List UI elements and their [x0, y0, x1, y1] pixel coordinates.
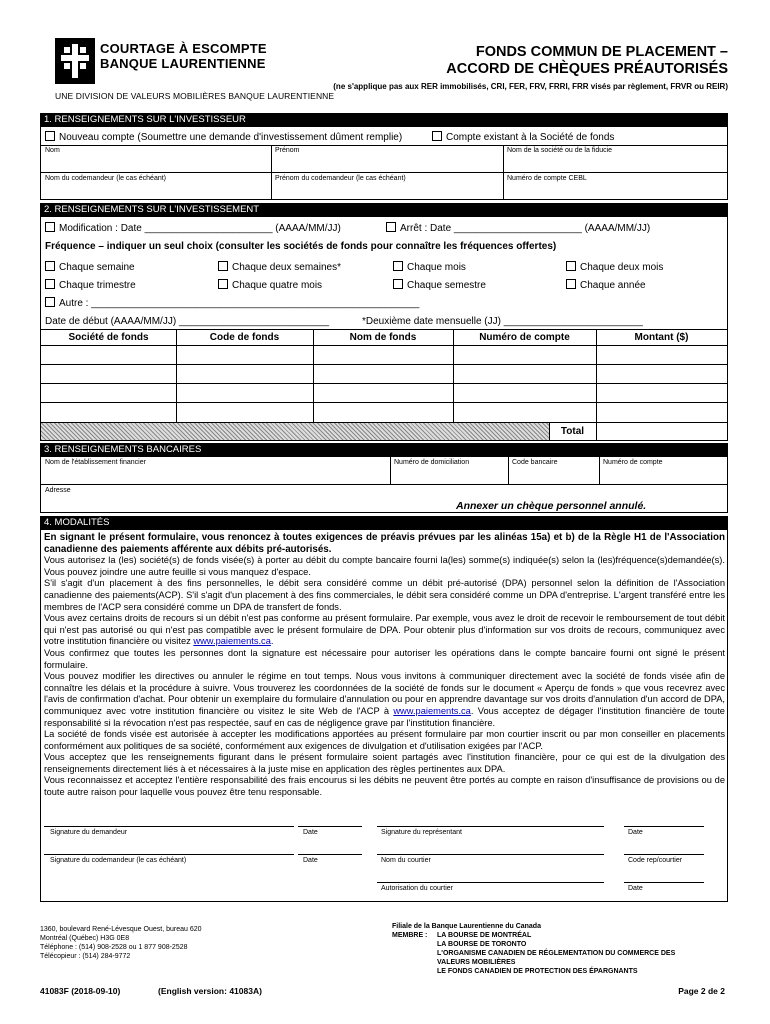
- footer-address: 1360, boulevard René-Lévesque Ouest, bureau 620 Montréal (Québec) H3G 0E8 Téléphone : (514) 908-2528 ou 1 877 908-2528 Télécopieur : (514) 284-9772: [40, 926, 202, 960]
- field-codemandeur[interactable]: Nom du codemandeur (le cas échéant): [45, 175, 167, 182]
- sig-codemandeur[interactable]: Signature du codemandeur (le cas échéant): [50, 857, 187, 864]
- sig-autorisation-courtier[interactable]: Autorisation du courtier: [381, 885, 453, 892]
- sig-date-2[interactable]: Date: [628, 829, 643, 836]
- section-2-header: 2. RENSEIGNEMENTS SUR L'INVESTISSEMENT: [40, 203, 728, 216]
- field-domiciliation[interactable]: Numéro de domiciliation: [394, 459, 470, 466]
- terms-p6: La société de fonds visée est autorisée à accepter les modifications apportées au présent formulaire par mon courtier inscrit ou par mon conseiller en placements conformément aux politiques de sa société, conformément aux exigences de divulgation et d'utilisation exigées par l'ACP.: [44, 729, 725, 751]
- logo-text: COURTAGE À ESCOMPTE BANQUE LAURENTIENNE: [100, 41, 267, 71]
- freq-monthly-checkbox[interactable]: [393, 261, 403, 271]
- freq-semester[interactable]: Chaque semestre: [393, 279, 486, 291]
- col-code: Code de fonds: [209, 332, 280, 343]
- paiements-link-2[interactable]: www.paiements.ca: [393, 705, 471, 716]
- freq-biweekly-checkbox[interactable]: [218, 261, 228, 271]
- modification-option[interactable]: Modification : Date _______________________ (AAAA/MM/JJ): [45, 222, 341, 234]
- total-label: Total: [560, 426, 585, 437]
- existing-account-checkbox[interactable]: [432, 131, 442, 141]
- freq-yearly[interactable]: Chaque année: [566, 279, 646, 291]
- terms-text: [44, 532, 725, 799]
- field-prenom[interactable]: Prénom: [275, 147, 300, 154]
- freq-other[interactable]: Autre : ___________________________________________________________: [45, 297, 419, 309]
- freq-weekly[interactable]: Chaque semaine: [45, 261, 135, 273]
- sig-date-3[interactable]: Date: [303, 857, 318, 864]
- field-code-rep[interactable]: Code rep/courtier: [628, 857, 683, 864]
- english-version: (English version: 41083A): [158, 986, 262, 996]
- paiements-link-1[interactable]: www.paiements.ca: [193, 636, 271, 647]
- col-numero: Numéro de compte: [479, 332, 570, 343]
- section-4-header: 4. MODALITÉS: [40, 516, 728, 529]
- field-code-bancaire[interactable]: Code bancaire: [512, 459, 558, 466]
- freq-bimonthly-checkbox[interactable]: [566, 261, 576, 271]
- footer-membre: MEMBRE :: [392, 932, 428, 939]
- freq-weekly-checkbox[interactable]: [45, 261, 55, 271]
- freq-other-checkbox[interactable]: [45, 297, 55, 307]
- title-note: (ne s'applique pas aux RER immobilisés, CRI, FER, FRV, FRRI, FRR visés par règlement, FRVR ou REIR): [333, 82, 728, 91]
- new-account-option[interactable]: Nouveau compte (Soumettre une demande d'investissement dûment remplie): [45, 131, 402, 143]
- footer-members: LA BOURSE DE MONTRÉAL LA BOURSE DE TORONTO L'ORGANISME CANADIEN DE RÉGLEMENTATION DU COMMERCE DES VALEURS MOBILIÈRES LE FONDS CANADIEN DE PROTECTION DES ÉPARGNANTS: [437, 932, 676, 975]
- field-nom-courtier[interactable]: Nom du courtier: [381, 857, 431, 864]
- field-societe[interactable]: Nom de la société ou de la fiducie: [507, 147, 613, 154]
- terms-p2: S'il s'agit d'un placement à des fins personnelles, le débit sera considéré comme un débit pré-autorisé (DPA) personnel selon la définition de l'Association canadienne des paiements(ACP). S'il s'agit d'un placement à des fins commerciales, le débit sera considéré comme un DPA d'entreprise. L'argent transféré entre les membres de l'ACP sera considéré comme un DPA de transfert de fonds.: [44, 578, 725, 612]
- form-code: 41083F (2018-09-10): [40, 986, 121, 996]
- start-date-field[interactable]: Date de début (AAAA/MM/JJ) ___________________________: [45, 316, 330, 327]
- freq-biweekly[interactable]: Chaque deux semaines*: [218, 261, 341, 273]
- terms-p5: Vous pouvez modifier les directives ou annuler le régime en tout temps. Nous vous invitons à communiquer directement avec la société de fonds visée afin de connaître les délais et la procédure à suivre. Vous trouverez les coordonnées de la société de fonds sur le document « Aperçu de fonds » que vous recevrez avec l'avis de confirmation d'achat. Pour obtenir un exemplaire du formulaire d'annulation ou pour en apprendre davantage sur vos droits d'annulation d'un accord de DPA, communiquez avec votre institution financière ou visitez le site Web de l'ACP à www.paiements.ca. Vous acceptez de dégager l'institution financière de toute responsabilité si la révocation n'est pas respectée, sauf en cas de négligence grave par l'institution financière.: [44, 671, 725, 728]
- new-account-checkbox[interactable]: [45, 131, 55, 141]
- freq-four-months-checkbox[interactable]: [218, 279, 228, 289]
- col-societe: Société de fonds: [68, 332, 149, 343]
- terms-intro: En signant le présent formulaire, vous renoncez à toutes exigences de préavis prévues par les alinéas 15a) et b) de la Règle H1 de l'Association canadienne des paiements afférente aux débits pré-autorisés.: [44, 532, 725, 555]
- arret-checkbox[interactable]: [386, 222, 396, 232]
- terms-p8: Vous reconnaissez et acceptez l'entière responsabilité des frais encourus si les débits ne peuvent être portés au compte en raison d'insuffisance de provisions ou de toute autre raison pour laquelle vous pouvez être tenu responsable.: [44, 775, 725, 798]
- logo-subtitle: UNE DIVISION DE VALEURS MOBILIÈRES BANQUE LAURENTIENNE: [55, 91, 335, 101]
- col-nom: Nom de fonds: [349, 332, 417, 343]
- field-adresse[interactable]: Adresse: [45, 487, 71, 494]
- logo-mark: [55, 38, 95, 84]
- freq-yearly-checkbox[interactable]: [566, 279, 576, 289]
- freq-quarterly[interactable]: Chaque trimestre: [45, 279, 136, 291]
- terms-p3: Vous avez certains droits de recours si un débit n'est pas conforme au présent formulaire. Par exemple, vous avez le droit de recevoir le remboursement de tout débit qui n'est pas autorisé ou qui n'est pas compatible avec le présent formulaire de DPA. Pour obtenir plus d'information sur vos droits de recours, communiquez avec votre institution financière ou visitez www.paiements.ca.: [44, 613, 725, 647]
- field-prenom-codemandeur[interactable]: Prénom du codemandeur (le cas échéant): [275, 175, 406, 182]
- section-1-header: 1. RENSEIGNEMENTS SUR L'INVESTISSEUR: [40, 113, 728, 126]
- field-etablissement[interactable]: Nom de l'établissement financier: [45, 459, 146, 466]
- field-nom[interactable]: Nom: [45, 147, 60, 154]
- field-numero-compte[interactable]: Numéro de compte: [603, 459, 663, 466]
- freq-monthly[interactable]: Chaque mois: [393, 261, 466, 273]
- section-2-box: [40, 216, 728, 441]
- footer-filiale: Filiale de la Banque Laurentienne du Canada: [392, 923, 541, 930]
- section-1-box: [40, 126, 728, 200]
- modification-checkbox[interactable]: [45, 222, 55, 232]
- freq-four-months[interactable]: Chaque quatre mois: [218, 279, 322, 291]
- section-3-header: 3. RENSEIGNEMENTS BANCAIRES: [40, 443, 728, 456]
- arret-option[interactable]: Arrêt : Date _______________________ (AAAA/MM/JJ): [386, 222, 650, 234]
- terms-p4: Vous confirmez que toutes les personnes dont la signature est nécessaire pour autoriser les opérations dans le compte bancaire fourni ont signé le présent formulaire.: [44, 647, 725, 670]
- freq-semester-checkbox[interactable]: [393, 279, 403, 289]
- attach-cheque-note: Annexer un chèque personnel annulé.: [456, 500, 647, 512]
- page-title: FONDS COMMUN DE PLACEMENT – ACCORD DE CHÈQUES PRÉAUTORISÉS: [446, 44, 728, 77]
- existing-account-option[interactable]: Compte existant à la Société de fonds: [432, 131, 614, 143]
- sig-demandeur[interactable]: Signature du demandeur: [50, 829, 128, 836]
- col-montant: Montant ($): [634, 332, 689, 343]
- frequency-label: Fréquence – indiquer un seul choix (consulter les sociétés de fonds pour connaître les fréquences offertes): [45, 241, 557, 252]
- page-number: Page 2 de 2: [678, 986, 725, 996]
- section-3-box: [40, 456, 728, 513]
- sig-date-1[interactable]: Date: [303, 829, 318, 836]
- terms-p1: Vous autorisez la (les) société(s) de fonds visée(s) à porter au débit du compte bancaire fourni la(les) somme(s) indiquée(s) selon la (les)fréquence(s)demandée(s). Vous pouvez joindre une autre feuille si vous manquez d'espace.: [44, 555, 725, 577]
- field-cebl[interactable]: Numéro de compte CEBL: [507, 175, 587, 182]
- second-monthly-date-field[interactable]: *Deuxième date mensuelle (JJ) _________________________: [362, 316, 643, 327]
- freq-quarterly-checkbox[interactable]: [45, 279, 55, 289]
- sig-representant[interactable]: Signature du représentant: [381, 829, 462, 836]
- freq-bimonthly[interactable]: Chaque deux mois: [566, 261, 663, 273]
- sig-date-4[interactable]: Date: [628, 885, 643, 892]
- terms-p7: Vous acceptez que les renseignements figurant dans le présent formulaire soient partagés avec l'institution financière, pour ce qui est de la divulgation des renseignements directement liés à et nécessaires à la juste mise en application des règles pertinentes aux DPA.: [44, 752, 725, 774]
- total-hatch: [41, 423, 549, 440]
